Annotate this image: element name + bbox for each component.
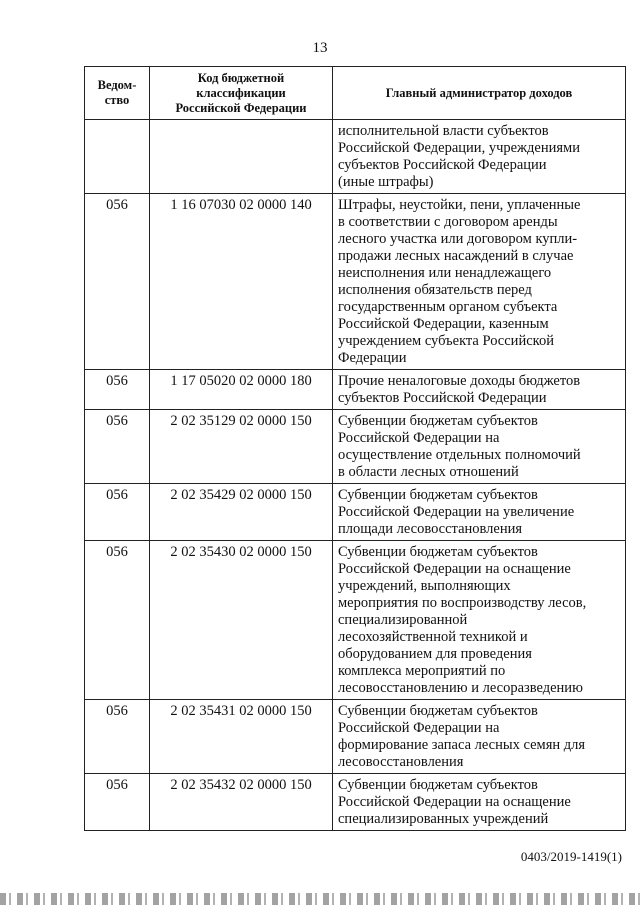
administrator-cell: Субвенции бюджетам субъектов Российской Федерации на оснащение специализированных учреждений [333,774,626,831]
table-row [85,370,626,410]
administrator-cell: Субвенции бюджетам субъектов Российской Федерации на оснащение учреждений, выполняющих мероприятия по воспроизводству лесов, специализированной лесохозяйственной техникой и оборудованием для проведения комплекса мероприятий по лесовосстановлению и лесоразведению [333,541,626,700]
scan-artifact-strip [0,893,640,905]
budget-code-cell: 2 02 35430 02 0000 150 [150,541,333,700]
table-row [85,774,626,831]
department-cell: 056 [85,484,150,541]
budget-code-cell [150,120,333,194]
department-cell: 056 [85,370,150,410]
budget-code-cell: 2 02 35432 02 0000 150 [150,774,333,831]
table-row [85,700,626,774]
budget-code-cell: 2 02 35429 02 0000 150 [150,484,333,541]
department-cell: 056 [85,541,150,700]
table-row [85,194,626,370]
administrator-cell: исполнительной власти субъектов Российской Федерации, учреждениями субъектов Российской Федерации (иные штрафы) [333,120,626,194]
table-row [85,484,626,541]
administrator-cell: Субвенции бюджетам субъектов Российской Федерации на увеличение площади лесовосстановления [333,484,626,541]
department-cell [85,120,150,194]
budget-code-cell: 2 02 35129 02 0000 150 [150,410,333,484]
department-cell: 056 [85,194,150,370]
table-row [85,541,626,700]
administrator-cell: Субвенции бюджетам субъектов Российской Федерации на формирование запаса лесных семян для лесовосстановления [333,700,626,774]
department-cell: 056 [85,774,150,831]
table-header-row [85,67,626,120]
administrator-cell: Штрафы, неустойки, пени, уплаченные в соответствии с договором аренды лесного участка или договором купли- продажи лесных насаждений в случае неисполнения или ненадлежащего исполнения обязательств перед государственным органом субъекта Российской Федерации, казенным учреждением субъекта Российской Федерации [333,194,626,370]
table-row [85,120,626,194]
document-code: 0403/2019-1419(1) [520,849,622,864]
administrator-cell: Субвенции бюджетам субъектов Российской Федерации на осуществление отдельных полномочий в области лесных отношений [333,410,626,484]
department-cell: 056 [85,700,150,774]
budget-code-cell: 2 02 35431 02 0000 150 [150,700,333,774]
administrator-cell: Прочие неналоговые доходы бюджетов субъектов Российской Федерации [333,370,626,410]
budget-code-cell: 1 17 05020 02 0000 180 [150,370,333,410]
page-number: 13 [312,40,328,56]
revenue-administrators-table [84,66,626,831]
header-administrator: Главный администратор доходов [333,67,626,120]
department-cell: 056 [85,410,150,484]
budget-code-cell: 1 16 07030 02 0000 140 [150,194,333,370]
header-department: Ведом- ство [85,67,150,120]
header-budget-code: Код бюджетной классификации Российской Федерации [150,67,333,120]
table-row [85,410,626,484]
